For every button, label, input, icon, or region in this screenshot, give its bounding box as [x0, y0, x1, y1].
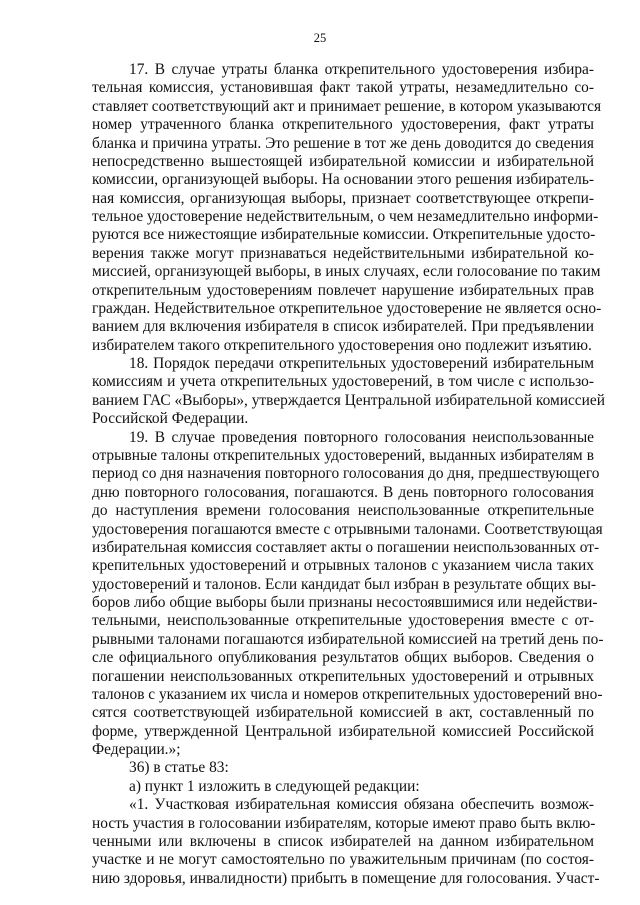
- text-line: талонов с указанием их числа и номеров открепительных удостоверений вно-: [92, 685, 603, 703]
- text-line: ченными или включены в список избирателей на данном избирательном: [92, 832, 594, 850]
- text-line: сле официального опубликования результатов общих выборов. Сведения о: [92, 649, 594, 667]
- text-line: бланка и причина утраты. Это решение в тот же день доводится до сведения: [92, 134, 594, 152]
- text-line: комиссиям и учета открепительных удостоверений, в том числе с использо-: [92, 373, 594, 391]
- text-line: ставляет соответствующий акт и принимает решение, в котором указываются: [92, 97, 602, 115]
- text-line: 17. В случае утраты бланка открепительного удостоверения избира-: [129, 61, 594, 78]
- text-line: удостоверения погашаются вместе с отрывными талонами. Соответствующая: [92, 520, 603, 538]
- text-line: боров либо общие выборы были признаны несостоявшимися или недействи-: [92, 594, 598, 612]
- text-line: период со дня назначения повторного голосования до дня, предшествующего: [92, 465, 600, 483]
- text-line: руются все нижестоящие избирательные комиссии. Открепительные удосто-: [92, 226, 596, 244]
- text-line: тельными, неиспользованные открепительные удостоверения вместе с от-: [92, 612, 594, 630]
- text-line: а) пункт 1 изложить в следующей редакции:: [129, 777, 420, 795]
- text-line: ванием для включения избирателя в список избирателей. При предъявлении: [92, 318, 594, 336]
- text-line: погашении неиспользованных открепительных удостоверений и отрывных: [92, 667, 594, 685]
- text-line: «1. Участковая избирательная комиссия обязана обеспечить возмож-: [129, 796, 594, 814]
- text-line: форме, утвержденной Центральной избирательной комиссией Российской: [92, 722, 594, 740]
- text-line: 18. Порядок передачи открепительных удостоверений избирательным: [129, 355, 594, 373]
- text-line: непосредственно вышестоящей избирательной комиссии и избирательной: [92, 152, 594, 170]
- text-line: миссией, организующей выборы, в иных случаях, если голосование по таким: [92, 263, 601, 281]
- text-line: участке и не могут самостоятельно по уважительным причинам (по состоя-: [92, 851, 594, 869]
- text-line: избирателем такого открепительного удостоверения оно подлежит изъятию.: [92, 336, 592, 354]
- text-line: 19. В случае проведения повторного голосования неиспользованные: [129, 428, 594, 446]
- text-line: ность участия в голосовании избирателям, которые имеют право быть вклю-: [92, 814, 596, 832]
- text-line: тельное удостоверение недействительным, о чем незамедлительно информи-: [92, 208, 599, 226]
- text-line: 36) в статье 83:: [129, 759, 229, 777]
- text-line: верения также могут признаваться недействительными избирательной ко-: [92, 244, 594, 262]
- page-number: 25: [313, 31, 327, 45]
- text-line: избирательная комиссия составляет акты о погашении неиспользованных от-: [92, 538, 600, 556]
- text-line: тельная комиссия, установившая факт такой утраты, незамедлительно со-: [92, 79, 594, 97]
- text-line: Федерации.»;: [92, 741, 181, 759]
- text-line: рывными талонами погашаются избирательной комиссией на третий день по-: [92, 630, 604, 648]
- text-line: граждан. Недействительное открепительное удостоверение не является осно-: [92, 299, 602, 317]
- text-line: Российской Федерации.: [92, 410, 249, 428]
- text-line: ная комиссия, организующая выборы, признает соответствующее открепи-: [92, 189, 594, 207]
- text-line: нию здоровья, инвалидности) прибыть в помещение для голосования. Участ-: [92, 869, 600, 887]
- text-line: комиссии, организующей выборы. На основании этого решения избиратель-: [92, 171, 594, 189]
- text-line: дню повторного голосования, погашаются. В день повторного голосования: [92, 483, 594, 501]
- text-line: ванием ГАС «Выборы», утверждается Центральной избирательной комиссией: [92, 391, 605, 409]
- text-line: отрывные талоны открепительных удостоверений, выданных избирателям в: [92, 446, 594, 464]
- text-line: сятся соответствующей избирательной комиссией в акт, составленный по: [92, 704, 594, 722]
- text-line: удостоверений и талонов. Если кандидат был избран в результате общих вы-: [92, 575, 597, 593]
- text-line: номер утраченного бланка открепительного удостоверения, факт утраты: [92, 116, 594, 134]
- text-line: открепительным удостоверениям повлечет нарушение избирательных прав: [92, 281, 594, 299]
- text-line: до наступления времени голосования неиспользованные открепительные: [92, 502, 594, 520]
- text-line: крепительных удостоверений и отрывных талонов с указанием числа таких: [92, 557, 594, 575]
